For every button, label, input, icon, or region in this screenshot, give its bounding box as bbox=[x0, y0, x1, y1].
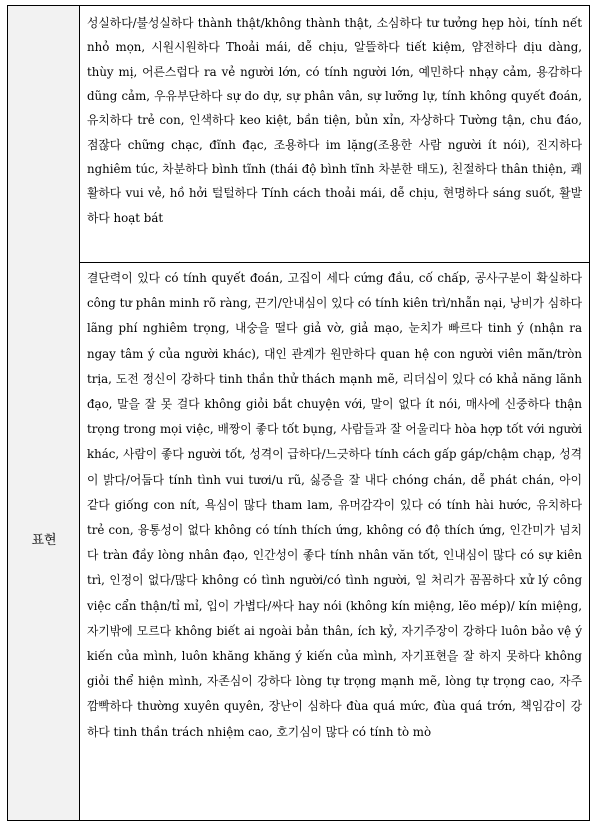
row-label: 표현 bbox=[31, 533, 57, 548]
personality-expressions-text: 결단력이 있다 có tính quyết đoán, 고집이 세다 cứng đầu, cố chấp, 공사구분이 확실하다 công tư phân minh rõ ràng, 끈기/안내심이 있다 có tính kiên trì/nhẫn nại, 낭비가 심하다 lãng phí nghiêm trọng, 내숭을 떨다 giả vờ, giả mạo, 눈치가 빠르다 tinh ý (nhận ra ngay tâm ý của người khác), 대인 관계가 원만하다 quan hệ con người viên mãn/tròn trịa, 도전 정신이 강하다 tinh thần thử thách mạnh mẽ, 리더십이 있다 có khả năng lãnh đạo, 말을 잘 못 걸다 không giỏi bắt chuyện với, 말이 없다 ít nói, 매사에 신중하다 thận trọng trong mọi việc, 배짱이 좋다 tốt bụng, 사람들과 잘 어울리다 hòa hợp tốt với người khác, 사람이 좋다 người tốt, 성격이 급하다/느긋하다 tính cách gấp gáp/chậm chạp, 성격이 밝다/어둡다 tính tình vui tươi/u rũ, 싫증을 잘 내다 chóng chán, dễ phát chán, 아이 같다 giống con nít, 욕심이 많다 tham lam, 유머감각이 있다 có tính hài hước, 유치하다 trẻ con, 융통성이 없다 không có tính thích ứng, không có độ thích ứng, 인간미가 넘치다 tràn đầy lòng nhân đạo, 인간성이 좋다 tính nhân văn tốt, 인내심이 많다 có sự kiên trì, 인정이 없다/많다 không có tình người/có tình người, 일 처리가 꼼꼼하다 xử lý công việc cẩn thận/tỉ mỉ, 입이 가볍다/싸다 hay nói (không kín miệng, lẽo mép)/ kín miệng, 자기밖에 모르다 không biết ai ngoài bản thân, ích kỷ, 자기주장이 강하다 luôn bảo vệ ý kiến của mình, luôn khăng khăng ý kiến của mình, 자기표현을 잘 하지 못하다 không giỏi thể hiện mình, 자존심이 강하다 lòng tự trọng mạnh mẽ, lòng tự trọng cao, 자주 깜빡하다 thường xuyên quyên, 장난이 심하다 đùa quá mức, đùa quá trớn, 책임감이 강하다 tinh thần trách nhiệm cao, 호기심이 많다 có tính tò mò bbox=[87, 271, 582, 739]
personality-adjectives-text: 성실하다/불성실하다 thành thật/không thành thật, 소심하다 tư tưởng hẹp hòi, tính nết nhỏ mọn, 시원시원하다 Thoải mái, dễ chịu, 알뜰하다 tiết kiệm, 얌전하다 dịu dàng, thùy mị, 어른스럽다 ra vẻ người lớn, có tính người lớn, 예민하다 nhạy cảm, 용감하다 dũng cảm, 우유부단하다 sự do dự, sự phân vân, sự lưỡng lự, tính không quyết đoán, 유치하다 trẻ con, 인색하다 keo kiệt, bần tiện, bủn xỉn, 자상하다 Tường tận, chu đáo, 점잖다 chững chạc, đĩnh đạc, 조용하다 im lặng(조용한 사람 người ít nói), 진지하다 nghiêm túc, 차분하다 bình tĩnh (thái độ bình tĩnh 차분한 태도), 친절하다 thân thiện, 쾌활하다 vui vẻ, hồ hởi 털털하다 Tính cách thoải mái, dễ chịu, 현명하다 sáng suốt, 활발하다 hoạt bát bbox=[87, 16, 582, 225]
table-row bbox=[80, 6, 589, 263]
table-row bbox=[80, 263, 589, 820]
row-label-cell bbox=[8, 6, 80, 820]
vocabulary-table bbox=[7, 5, 590, 821]
